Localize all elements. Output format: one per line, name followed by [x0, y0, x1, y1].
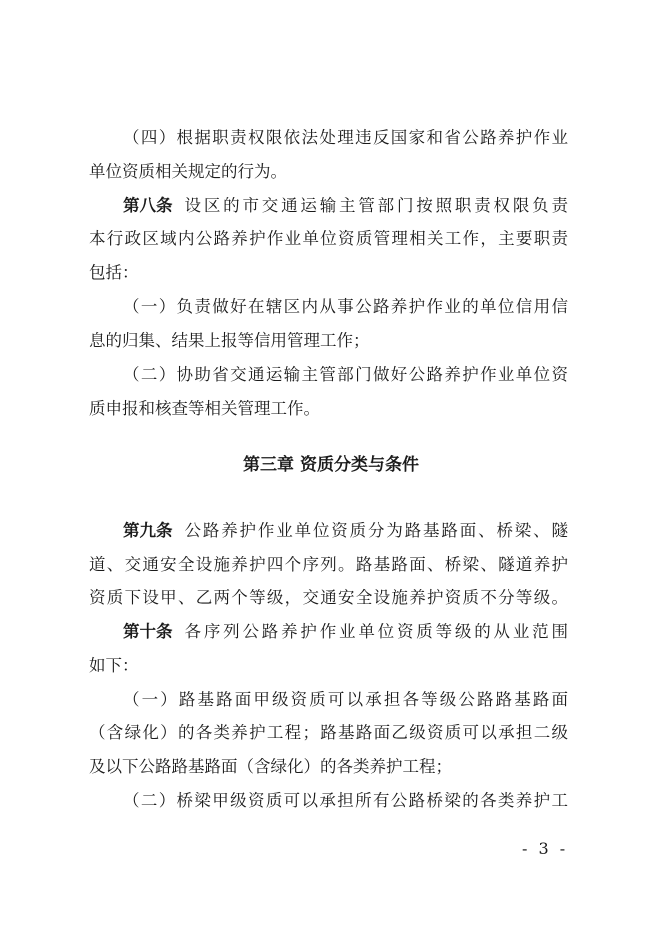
paragraph-text: 设区的市交通运输主管部门按照职责权限负责 — [184, 196, 568, 215]
paragraph-line: 包括： — [89, 263, 139, 282]
paragraph-line: （二）桥梁甲级资质可以承担所有公路桥梁的各类养护工 — [123, 791, 568, 810]
article-8-label: 第八条 — [123, 196, 173, 215]
page-number: - 3 - — [522, 839, 569, 858]
paragraph-line: 道、交通安全设施养护四个序列。路基路面、桥梁、隧道养护 — [89, 555, 568, 574]
article-8-line — [123, 195, 568, 217]
paragraph-line: 单位资质相关规定的行为。 — [89, 162, 287, 181]
article-9-line — [123, 520, 568, 542]
article-9-label: 第九条 — [123, 521, 173, 540]
paragraph-line: （二）协助省交通运输主管部门做好公路养护作业单位资 — [123, 365, 568, 384]
article-10-line — [123, 621, 568, 643]
article-10-label: 第十条 — [123, 622, 173, 641]
paragraph-line: （含绿化）的各类养护工程；路基路面乙级资质可以承担二级 — [89, 723, 568, 742]
paragraph-text: 公路养护作业单位资质分为路基路面、桥梁、隧 — [184, 521, 568, 540]
paragraph-line: （四）根据职责权限依法处理违反国家和省公路养护作业 — [123, 128, 568, 147]
paragraph-line: 息的归集、结果上报等信用管理工作； — [89, 331, 370, 350]
paragraph-line: 如下： — [89, 656, 139, 675]
paragraph-line: 资质下设甲、乙两个等级，交通安全设施养护资质不分等级。 — [89, 588, 568, 607]
paragraph-line: （一）路基路面甲级资质可以承担各等级公路路基路面 — [123, 690, 568, 709]
paragraph-line: 及以下公路路基路面（含绿化）的各类养护工程； — [89, 757, 452, 776]
chapter-heading: 第三章 资质分类与条件 — [243, 455, 419, 475]
paragraph-line: （一）负责做好在辖区内从事公路养护作业的单位信用信 — [123, 297, 568, 316]
paragraph-line: 本行政区域内公路养护作业单位资质管理相关工作，主要职责 — [89, 229, 568, 248]
paragraph-line: 质申报和核查等相关管理工作。 — [89, 399, 320, 418]
paragraph-text: 各序列公路养护作业单位资质等级的从业范围 — [184, 622, 568, 641]
